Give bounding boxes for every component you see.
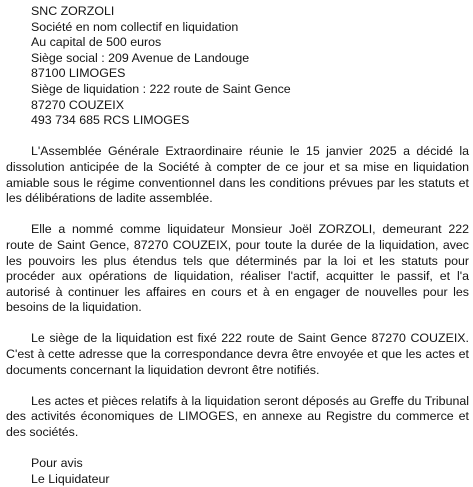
company-header xyxy=(6,4,469,129)
registered-office: Siège social : 209 Avenue de Landouge xyxy=(31,50,250,65)
dissolution-paragraph: L'Assemblée Générale Extraordinaire réunie le 15 janvier 2025 a décidé la dissolution anticipée de la Société à compter de ce jour et sa mise en liquidation amiable sous le régime conventionnel dans les conditions prévues par les statuts et les délibérations de ladite assemblée. xyxy=(6,144,469,206)
closing-for-notice: Pour avis xyxy=(31,456,83,471)
filing-paragraph: Les actes et pièces relatifs à la liquidation seront déposés au Greffe du Tribunal des activités économiques de LIMOGES, en annexe au Registre du commerce et des sociétés. xyxy=(6,393,469,440)
company-name: SNC ZORZOLI xyxy=(31,4,115,18)
closing-signatory: Le Liquidateur xyxy=(31,471,110,486)
spacer xyxy=(6,441,469,457)
liquidator-paragraph: Elle a nommé comme liquidateur Monsieur Joël ZORZOLI, demeurant 222 route de Saint Gence, 87270 COUZEIX, pour toute la durée de la liquidation, avec les pouvoirs les plus étendus tels que déterminés par la loi et les statuts pour procéder aux opérations de liquidation, réaliser l'actif, acquitter le passif, et l'a autorisé à continuer les affaires en cours et à en engager de nouvelles pour les besoins de la liquidation. xyxy=(6,222,469,315)
company-legal-form: Société en nom collectif en liquidation xyxy=(31,19,239,34)
spacer xyxy=(6,129,469,145)
liquidation-office: Siège de liquidation : 222 route de Saint Gence xyxy=(31,81,291,96)
liquidation-seat-paragraph: Le siège de la liquidation est fixé 222 route de Saint Gence 87270 COUZEIX. C'est à cette adresse que la correspondance devra être envoyée et que les actes et documents concernant la liquidation devront être notifiés. xyxy=(6,331,469,377)
spacer xyxy=(6,207,469,223)
spacer xyxy=(6,316,469,332)
closing-signature xyxy=(6,456,469,487)
liquidation-office-city: 87270 COUZEIX xyxy=(31,97,124,112)
company-capital: Au capital de 500 euros xyxy=(31,35,162,50)
legal-notice xyxy=(6,4,469,487)
registered-office-city: 87100 LIMOGES xyxy=(31,66,126,81)
rcs-number: 493 734 685 RCS LIMOGES xyxy=(31,113,190,128)
spacer xyxy=(6,378,469,394)
